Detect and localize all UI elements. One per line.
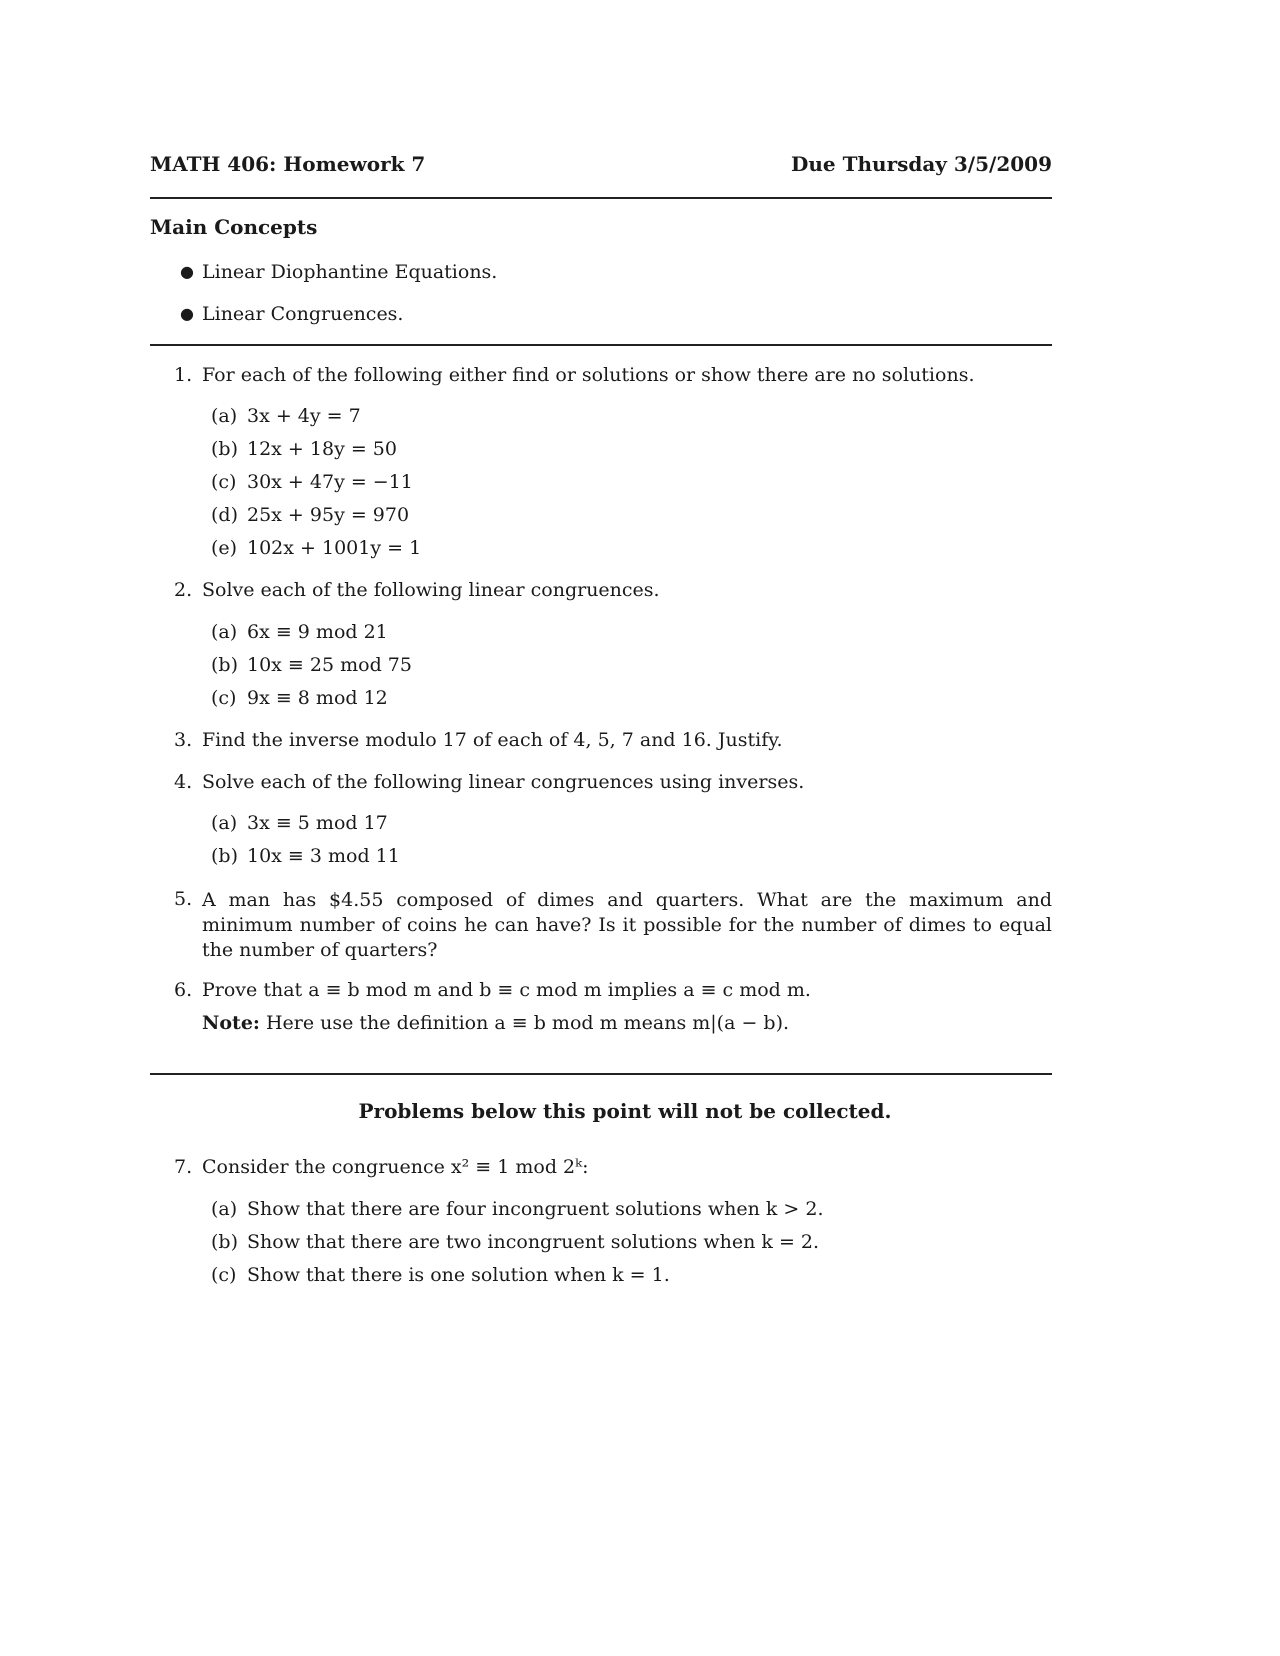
part-expression: 25x + 95y = 970 [247, 504, 410, 526]
problem-5-text: A man has $4.55 composed of dimes and quarters. What are the maximum and minimum number of coins he can have? Is it possible for the number of dimes to equal the number of quarters? [202, 889, 1052, 961]
part-label: (b) [211, 438, 238, 460]
header-rule [150, 197, 1052, 199]
part-label: (b) [211, 654, 238, 676]
concept-item: Linear Diophantine Equations. [202, 261, 498, 283]
part-label: (c) [211, 471, 237, 493]
problem-3-text: Find the inverse modulo 17 of each of 4, 5, 7 and 16. Justify. [202, 729, 783, 751]
part-label: (d) [211, 504, 238, 526]
concepts-heading: Main Concepts [150, 215, 318, 239]
problem-number: 4. [174, 771, 193, 793]
part-label: (b) [211, 1231, 238, 1253]
note-text: Here use the definition a ≡ b mod m means m|(a − b). [265, 1012, 790, 1034]
problem-1-text: For each of the following either find or solutions or show there are no solutions. [202, 364, 975, 386]
part-label: (b) [211, 845, 238, 867]
problem-number: 1. [174, 364, 193, 386]
part-expression: 9x ≡ 8 mod 12 [247, 687, 388, 709]
part-label: (a) [211, 1198, 238, 1220]
part-expression: 3x ≡ 5 mod 17 [247, 812, 388, 834]
problem-4-text: Solve each of the following linear congruences using inverses. [202, 771, 805, 793]
part-label: (c) [211, 1264, 237, 1286]
part-label: (a) [211, 621, 238, 643]
part-expression: 102x + 1001y = 1 [247, 537, 422, 559]
part-label: (a) [211, 405, 238, 427]
problem-number: 6. [174, 979, 193, 1001]
part-label: (a) [211, 812, 238, 834]
note-label: Note: [202, 1012, 260, 1034]
problem-number: 3. [174, 729, 193, 751]
problem-6-text: Prove that a ≡ b mod m and b ≡ c mod m implies a ≡ c mod m. [202, 979, 811, 1001]
part-expression: Show that there are two incongruent solutions when k = 2. [247, 1231, 820, 1253]
part-label: (c) [211, 687, 237, 709]
part-expression: 12x + 18y = 50 [247, 438, 397, 460]
problem-2-text: Solve each of the following linear congruences. [202, 579, 660, 601]
part-expression: 6x ≡ 9 mod 21 [247, 621, 388, 643]
part-expression: Show that there is one solution when k = 1. [247, 1264, 670, 1286]
part-expression: Show that there are four incongruent solutions when k > 2. [247, 1198, 824, 1220]
part-expression: 10x ≡ 3 mod 11 [247, 845, 400, 867]
problem-number: 2. [174, 579, 193, 601]
problem-number: 7. [174, 1156, 193, 1178]
uncollected-notice: Problems below this point will not be collected. [358, 1099, 892, 1123]
problem-number: 5. [174, 888, 193, 910]
due-date: Due Thursday 3/5/2009 [791, 152, 1052, 176]
bullet-icon: ● [180, 304, 194, 323]
part-expression: 3x + 4y = 7 [247, 405, 361, 427]
course-title: MATH 406: Homework 7 [150, 152, 426, 176]
concept-item: Linear Congruences. [202, 303, 404, 325]
part-label: (e) [211, 537, 238, 559]
bullet-icon: ● [180, 262, 194, 281]
part-expression: 10x ≡ 25 mod 75 [247, 654, 412, 676]
collection-rule [150, 1073, 1052, 1075]
problem-7-text: Consider the congruence x² ≡ 1 mod 2ᵏ: [202, 1156, 589, 1178]
concepts-rule [150, 344, 1052, 346]
problem-6-note [202, 1012, 789, 1034]
part-expression: 30x + 47y = −11 [247, 471, 413, 493]
